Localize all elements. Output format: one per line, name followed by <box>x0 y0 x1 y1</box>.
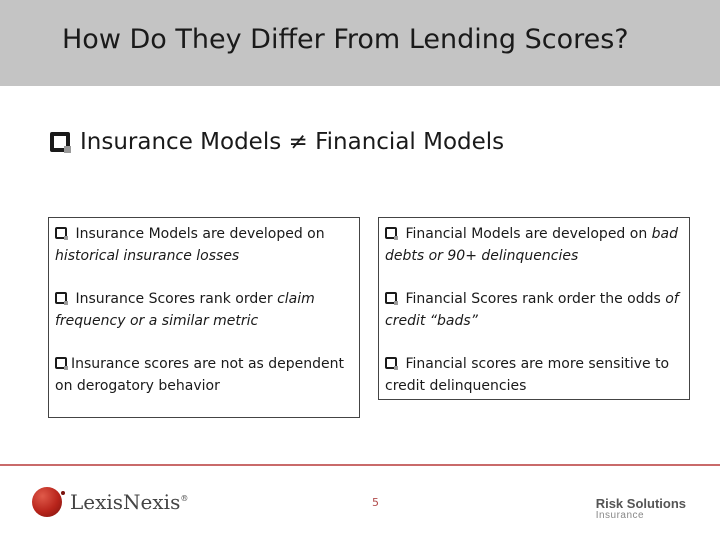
list-item <box>55 223 353 267</box>
item-text: Financial Scores rank order the odds <box>405 291 666 307</box>
risk-solutions-logo <box>596 497 686 521</box>
brand-line-1: Risk Solutions <box>595 496 686 511</box>
list-item <box>55 288 353 332</box>
item-text: Financial Models are developed on <box>405 226 652 242</box>
logo-text: LexisNexis® <box>70 490 189 514</box>
lexisnexis-logo <box>32 487 188 517</box>
item-emphasis: claim frequency or a similar metric <box>55 291 315 329</box>
page-number: 5 <box>372 496 379 509</box>
item-emphasis: bad debts or 90+ delinquencies <box>385 226 679 264</box>
checkbox-bullet-icon <box>385 227 397 239</box>
list-item <box>385 288 683 332</box>
checkbox-bullet-icon <box>55 357 67 369</box>
item-text: Insurance Models are developed on <box>75 226 325 242</box>
item-emphasis: of credit “bads” <box>385 291 679 329</box>
main-bullet <box>50 125 504 159</box>
page-title: How Do They Differ From Lending Scores? <box>62 24 629 55</box>
checkbox-bullet-icon <box>55 292 67 304</box>
checkbox-bullet-icon <box>50 132 70 152</box>
insurance-models-box <box>48 217 360 418</box>
item-text: Financial scores are more sensitive to credit delinquencies <box>385 356 670 394</box>
list-item <box>385 353 683 397</box>
item-emphasis: historical insurance losses <box>55 248 240 264</box>
main-bullet-text: Insurance Models ≠ Financial Models <box>80 129 505 155</box>
lexisnexis-globe-icon <box>32 487 62 517</box>
checkbox-bullet-icon <box>385 357 397 369</box>
list-item <box>385 223 683 267</box>
checkbox-bullet-icon <box>55 227 67 239</box>
checkbox-bullet-icon <box>385 292 397 304</box>
title-bar <box>0 0 720 86</box>
footer-divider <box>0 464 720 466</box>
item-text: Insurance Scores rank order <box>75 291 278 307</box>
item-text: Insurance scores are not as dependent on derogatory behavior <box>55 356 345 394</box>
financial-models-box <box>378 217 690 400</box>
brand-line-2: Insurance <box>595 510 645 521</box>
list-item <box>55 353 353 397</box>
